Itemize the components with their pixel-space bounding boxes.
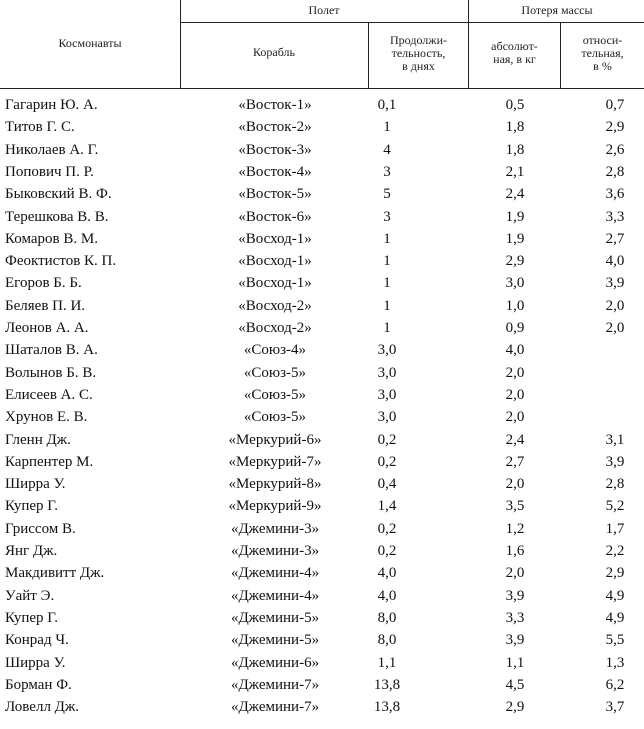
- mass-loss-abs: 1,2: [505, 520, 525, 537]
- duration-days: 4,0: [377, 587, 397, 604]
- ship-name: «Меркурий-6»: [228, 431, 322, 448]
- table-row: [0, 183, 644, 205]
- ship-name: «Восток-4»: [238, 163, 312, 180]
- table-row: [0, 94, 644, 116]
- duration-days: 0,2: [377, 453, 397, 470]
- mass-loss-abs: 3,9: [505, 587, 525, 604]
- table-row: [0, 116, 644, 138]
- ship-name: «Восток-6»: [238, 208, 312, 225]
- mass-loss-abs: 3,5: [505, 498, 525, 515]
- mass-loss-abs: 1,8: [505, 141, 525, 158]
- table-row: [0, 362, 644, 384]
- header-flight-underline: [180, 22, 644, 23]
- ship-name: «Меркурий-8»: [228, 476, 322, 493]
- cosmonaut-name: Ширра У.: [5, 476, 66, 493]
- mass-loss-abs: 2,9: [505, 699, 525, 716]
- ship-name: «Джемини-7»: [230, 676, 320, 693]
- duration-days: 0,2: [377, 431, 397, 448]
- mass-loss-rel: 2,8: [605, 476, 625, 493]
- mass-loss-abs: 2,4: [505, 186, 525, 203]
- mass-loss-abs: 0,9: [505, 320, 525, 336]
- cosmonaut-name: Гленн Дж.: [5, 431, 71, 448]
- ship-name: «Восход-1»: [238, 230, 312, 247]
- mass-loss-rel: 2,0: [605, 297, 625, 314]
- cosmonaut-name: Гагарин Ю. А.: [5, 97, 98, 113]
- cosmonaut-name: Титов Г. С.: [5, 119, 75, 136]
- mass-loss-rel: 3,1: [605, 431, 625, 448]
- header-flight: Полет: [308, 3, 340, 17]
- table-row: [0, 406, 644, 428]
- ship-name: «Джемини-5»: [230, 609, 320, 626]
- header-bottom-rule: [0, 88, 644, 89]
- cosmonaut-name: Карпентер М.: [5, 453, 94, 470]
- table-row: [0, 629, 644, 651]
- duration-days: 0,1: [377, 97, 397, 113]
- duration-days: 1: [383, 297, 391, 314]
- duration-days: 3,0: [377, 386, 397, 403]
- ship-name: «Джемини-7»: [230, 699, 320, 716]
- mass-loss-rel: 2,6: [605, 141, 625, 158]
- header-rel: относи- тельная, в %: [581, 33, 624, 73]
- cosmonaut-name: Быковский В. Ф.: [5, 186, 112, 203]
- mass-loss-rel: 2,8: [605, 163, 625, 180]
- mass-loss-rel: 2,9: [605, 119, 625, 136]
- mass-loss-rel: 3,3: [605, 208, 625, 225]
- duration-days: 1,4: [377, 498, 397, 515]
- ship-name: «Восток-3»: [238, 141, 312, 158]
- cosmonaut-name: Леонов А. А.: [5, 320, 89, 336]
- table-row: [0, 161, 644, 183]
- ship-name: «Восток-2»: [238, 119, 312, 136]
- mass-loss-abs: 1,9: [505, 230, 525, 247]
- table-row: [0, 585, 644, 607]
- ship-name: «Восток-1»: [238, 97, 312, 113]
- ship-name: «Восток-5»: [238, 186, 312, 203]
- table-row: [0, 139, 644, 161]
- mass-loss-abs: 2,7: [505, 453, 525, 470]
- table-row: [0, 674, 644, 696]
- mass-loss-abs: 2,0: [505, 409, 525, 426]
- cosmonaut-name: Ловелл Дж.: [5, 699, 80, 716]
- ship-name: «Восход-2»: [238, 297, 312, 314]
- table-row: [0, 317, 644, 339]
- mass-loss-rel: 3,7: [605, 699, 625, 716]
- ship-name: «Меркурий-7»: [228, 453, 322, 470]
- mass-loss-rel: 5,2: [605, 498, 625, 515]
- duration-days: 8,0: [377, 632, 397, 649]
- duration-days: 3,0: [377, 342, 397, 359]
- table-row: [0, 540, 644, 562]
- ship-name: «Союз-5»: [243, 409, 307, 426]
- mass-loss-abs: 1,8: [505, 119, 525, 136]
- ship-name: «Союз-5»: [243, 364, 307, 381]
- header-abs: абсолют- ная, в кг: [491, 39, 538, 66]
- table-row: [0, 384, 644, 406]
- cosmonaut-name: Елисеев А. С.: [5, 386, 93, 403]
- cosmonaut-name: Волынов Б. В.: [5, 364, 97, 381]
- header-mass-loss: Потеря массы: [521, 3, 593, 17]
- cosmonaut-name: Янг Дж.: [5, 543, 58, 559]
- ship-name: «Восход-2»: [238, 320, 312, 336]
- table-row: [0, 272, 644, 294]
- mass-loss-abs: 1,1: [505, 654, 525, 671]
- mass-loss-abs: 1,6: [505, 543, 525, 559]
- ship-name: «Меркурий-9»: [228, 498, 322, 515]
- duration-days: 8,0: [377, 609, 397, 626]
- ship-name: «Джемини-3»: [230, 543, 320, 559]
- mass-loss-abs: 2,0: [505, 565, 525, 582]
- mass-loss-abs: 4,5: [505, 676, 525, 693]
- mass-loss-abs: 3,9: [505, 632, 525, 649]
- mass-loss-abs: 2,0: [505, 386, 525, 403]
- mass-loss-abs: 4,0: [505, 342, 525, 359]
- duration-days: 4,0: [377, 565, 397, 582]
- mass-loss-abs: 2,0: [505, 364, 525, 381]
- duration-days: 3: [383, 208, 391, 225]
- duration-days: 3,0: [377, 409, 397, 426]
- duration-days: 4: [383, 141, 391, 158]
- duration-days: 1: [383, 253, 391, 270]
- mass-loss-rel: 1,7: [605, 520, 625, 537]
- cosmonaut-name: Комаров В. М.: [5, 230, 98, 247]
- cosmonaut-name: Купер Г.: [5, 609, 59, 626]
- ship-name: «Джемини-6»: [230, 654, 320, 671]
- table-row: [0, 495, 644, 517]
- ship-name: «Союз-5»: [243, 386, 307, 403]
- duration-days: 1: [383, 275, 391, 292]
- mass-loss-abs: 1,9: [505, 208, 525, 225]
- cosmonaut-name: Егоров Б. Б.: [5, 275, 82, 292]
- mass-loss-rel: 4,9: [605, 609, 625, 626]
- header-cosmonauts: Космонавты: [58, 36, 122, 50]
- mass-loss-rel: 2,9: [605, 565, 625, 582]
- cosmonaut-name: Терешкова В. В.: [5, 208, 109, 225]
- mass-loss-abs: 0,5: [505, 97, 525, 113]
- cosmonaut-name: Конрад Ч.: [5, 632, 69, 649]
- cosmonaut-name: Гриссом В.: [5, 520, 76, 537]
- table-row: [0, 696, 644, 718]
- cosmonaut-name: Хрунов Е. В.: [5, 409, 88, 426]
- table-row: [0, 652, 644, 674]
- mass-loss-rel: 4,9: [605, 587, 625, 604]
- cosmonaut-name: Ширра У.: [5, 654, 66, 671]
- mass-loss-rel: 0,7: [605, 97, 625, 113]
- table-row: [0, 206, 644, 228]
- duration-days: 1,1: [377, 654, 397, 671]
- table-row: [0, 451, 644, 473]
- ship-name: «Джемини-5»: [230, 632, 320, 649]
- ship-name: «Джемини-4»: [230, 587, 320, 604]
- table-row: [0, 429, 644, 451]
- mass-loss-rel: 4,0: [605, 253, 625, 270]
- mass-loss-abs: 1,0: [505, 297, 525, 314]
- duration-days: 5: [383, 186, 391, 203]
- duration-days: 3: [383, 163, 391, 180]
- mass-loss-abs: 2,4: [505, 431, 525, 448]
- table-row: [0, 228, 644, 250]
- duration-days: 0,2: [377, 520, 397, 537]
- cosmonaut-name: Феоктистов К. П.: [5, 253, 117, 270]
- mass-loss-rel: 3,9: [605, 453, 625, 470]
- mass-loss-abs: 2,9: [505, 253, 525, 270]
- table-row: [0, 339, 644, 361]
- ship-name: «Восход-1»: [238, 253, 312, 270]
- duration-days: 1: [383, 230, 391, 247]
- cosmonaut-name: Борман Ф.: [5, 676, 72, 693]
- ship-name: «Восход-1»: [238, 275, 312, 292]
- table-row: [0, 518, 644, 540]
- mass-loss-abs: 3,3: [505, 609, 525, 626]
- ship-name: «Союз-4»: [243, 342, 307, 359]
- duration-days: 13,8: [373, 699, 401, 716]
- duration-days: 13,8: [373, 676, 401, 693]
- mass-loss-rel: 6,2: [605, 676, 625, 693]
- cosmonaut-name: Беляев П. И.: [5, 297, 86, 314]
- table-row: [0, 295, 644, 317]
- cosmonaut-name: Уайт Э.: [5, 587, 55, 604]
- mass-loss-abs: 3,0: [505, 275, 525, 292]
- duration-days: 3,0: [377, 364, 397, 381]
- header-duration: Продолжи- тельность, в днях: [390, 33, 447, 73]
- table-row: [0, 473, 644, 495]
- mass-loss-rel: 3,9: [605, 275, 625, 292]
- table-row: [0, 562, 644, 584]
- cosmonaut-name: Шаталов В. А.: [5, 342, 98, 359]
- mass-loss-rel: 5,5: [605, 632, 625, 649]
- cosmonaut-name: Макдивитт Дж.: [5, 565, 105, 582]
- table-row: [0, 607, 644, 629]
- mass-loss-rel: 2,0: [605, 320, 625, 336]
- duration-days: 1: [383, 320, 391, 336]
- mass-loss-rel: 2,7: [605, 230, 625, 247]
- cosmonaut-name: Николаев А. Г.: [5, 141, 99, 158]
- table-row: [0, 250, 644, 272]
- duration-days: 0,4: [377, 476, 397, 493]
- ship-name: «Джемини-3»: [230, 520, 320, 537]
- mass-loss-rel: 3,6: [605, 186, 625, 203]
- cosmonaut-name: Купер Г.: [5, 498, 59, 515]
- duration-days: 0,2: [377, 543, 397, 559]
- cosmonaut-name: Попович П. Р.: [5, 163, 94, 180]
- mass-loss-rel: 1,3: [605, 654, 625, 671]
- ship-name: «Джемини-4»: [230, 565, 320, 582]
- mass-loss-rel: 2,2: [605, 543, 625, 559]
- mass-loss-abs: 2,0: [505, 476, 525, 493]
- header-ship: Корабль: [253, 45, 295, 59]
- duration-days: 1: [383, 119, 391, 136]
- mass-loss-abs: 2,1: [505, 163, 525, 180]
